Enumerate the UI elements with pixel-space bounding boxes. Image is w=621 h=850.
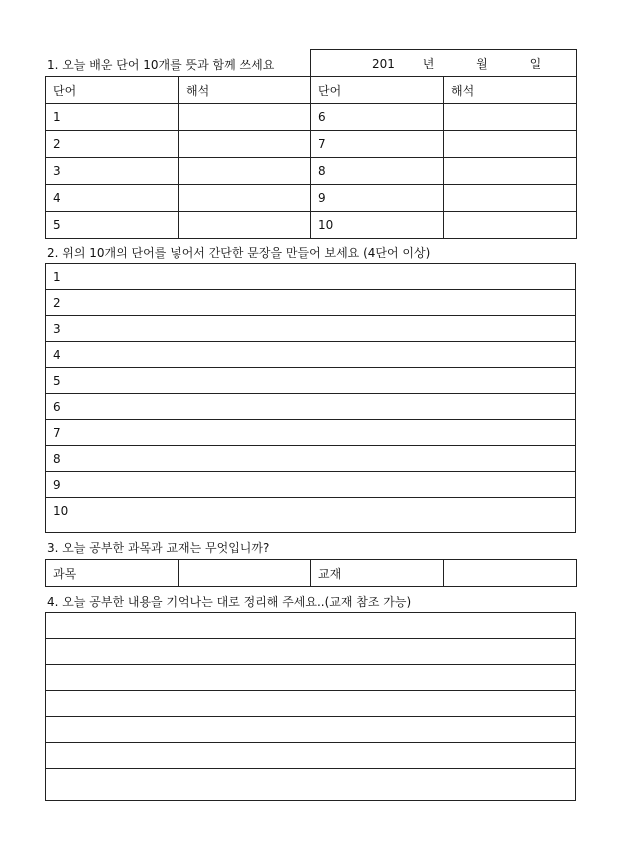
line-number: 6 [53,400,61,414]
vocabulary-table [45,49,577,239]
meaning-field[interactable] [444,185,577,212]
subject-table [45,559,577,587]
summary-line[interactable] [46,613,575,639]
row-number: 2 [46,131,179,158]
sentence-line[interactable] [46,290,575,316]
table-row [46,104,577,131]
date-day-suffix: 일 [529,56,542,71]
row-number: 5 [46,212,179,239]
col-word-right: 단어 [311,77,444,104]
sentence-line[interactable] [46,446,575,472]
date-year-suffix: 년 [422,56,435,71]
meaning-field[interactable] [444,131,577,158]
summary-box [45,612,576,801]
sentence-box [45,263,576,533]
sentence-line[interactable] [46,498,575,524]
col-meaning-right: 해석 [444,77,577,104]
section3-heading: 3. 오늘 공부한 과목과 교재는 무엇입니까? [47,541,270,555]
table-row [46,212,577,239]
col-word-left: 단어 [46,77,179,104]
subject-label: 과목 [46,560,179,587]
row-number: 9 [311,185,444,212]
section2-heading: 2. 위의 10개의 단어를 넣어서 간단한 문장을 만들어 보세요 (4단어 이상) [47,246,431,260]
section4-heading: 4. 오늘 공부한 내용을 기억나는 대로 정리해 주세요..(교재 참조 가능) [47,595,412,609]
col-meaning-left: 해석 [179,77,311,104]
line-number: 10 [53,504,69,518]
line-number: 5 [53,374,61,388]
row-number: 3 [46,158,179,185]
meaning-field[interactable] [444,104,577,131]
summary-line[interactable] [46,769,575,795]
heading-spacer [46,50,311,77]
vocab-header-row [46,77,577,104]
meaning-field[interactable] [179,158,311,185]
meaning-field[interactable] [179,185,311,212]
sentence-line[interactable] [46,316,575,342]
date-field[interactable] [311,50,577,77]
summary-line[interactable] [46,639,575,665]
row-number: 8 [311,158,444,185]
meaning-field[interactable] [444,212,577,239]
row-number: 7 [311,131,444,158]
date-year: 201 [372,56,395,71]
row-number: 10 [311,212,444,239]
meaning-field[interactable] [444,158,577,185]
row-number: 6 [311,104,444,131]
line-number: 3 [53,322,61,336]
textbook-label: 교재 [311,560,444,587]
line-number: 8 [53,452,61,466]
sentence-line[interactable] [46,472,575,498]
row-number: 1 [46,104,179,131]
line-number: 9 [53,478,61,492]
date-row [46,50,577,77]
table-row [46,185,577,212]
subject-field[interactable] [179,560,311,587]
section1-heading: 1. 오늘 배운 단어 10개를 뜻과 함께 쓰세요 [47,58,275,72]
sentence-line[interactable] [46,342,575,368]
summary-line[interactable] [46,691,575,717]
sentence-line[interactable] [46,420,575,446]
date-month-suffix: 월 [476,56,488,71]
table-row [46,131,577,158]
line-number: 2 [53,296,61,310]
sentence-line[interactable] [46,368,575,394]
table-row [46,158,577,185]
sentence-line[interactable] [46,264,575,290]
meaning-field[interactable] [179,131,311,158]
table-row [46,560,577,587]
summary-line[interactable] [46,717,575,743]
line-number: 1 [53,270,61,284]
summary-line[interactable] [46,665,575,691]
line-number: 4 [53,348,61,362]
line-number: 7 [53,426,61,440]
row-number: 4 [46,185,179,212]
meaning-field[interactable] [179,104,311,131]
summary-line[interactable] [46,743,575,769]
sentence-line[interactable] [46,394,575,420]
meaning-field[interactable] [179,212,311,239]
textbook-field[interactable] [444,560,577,587]
